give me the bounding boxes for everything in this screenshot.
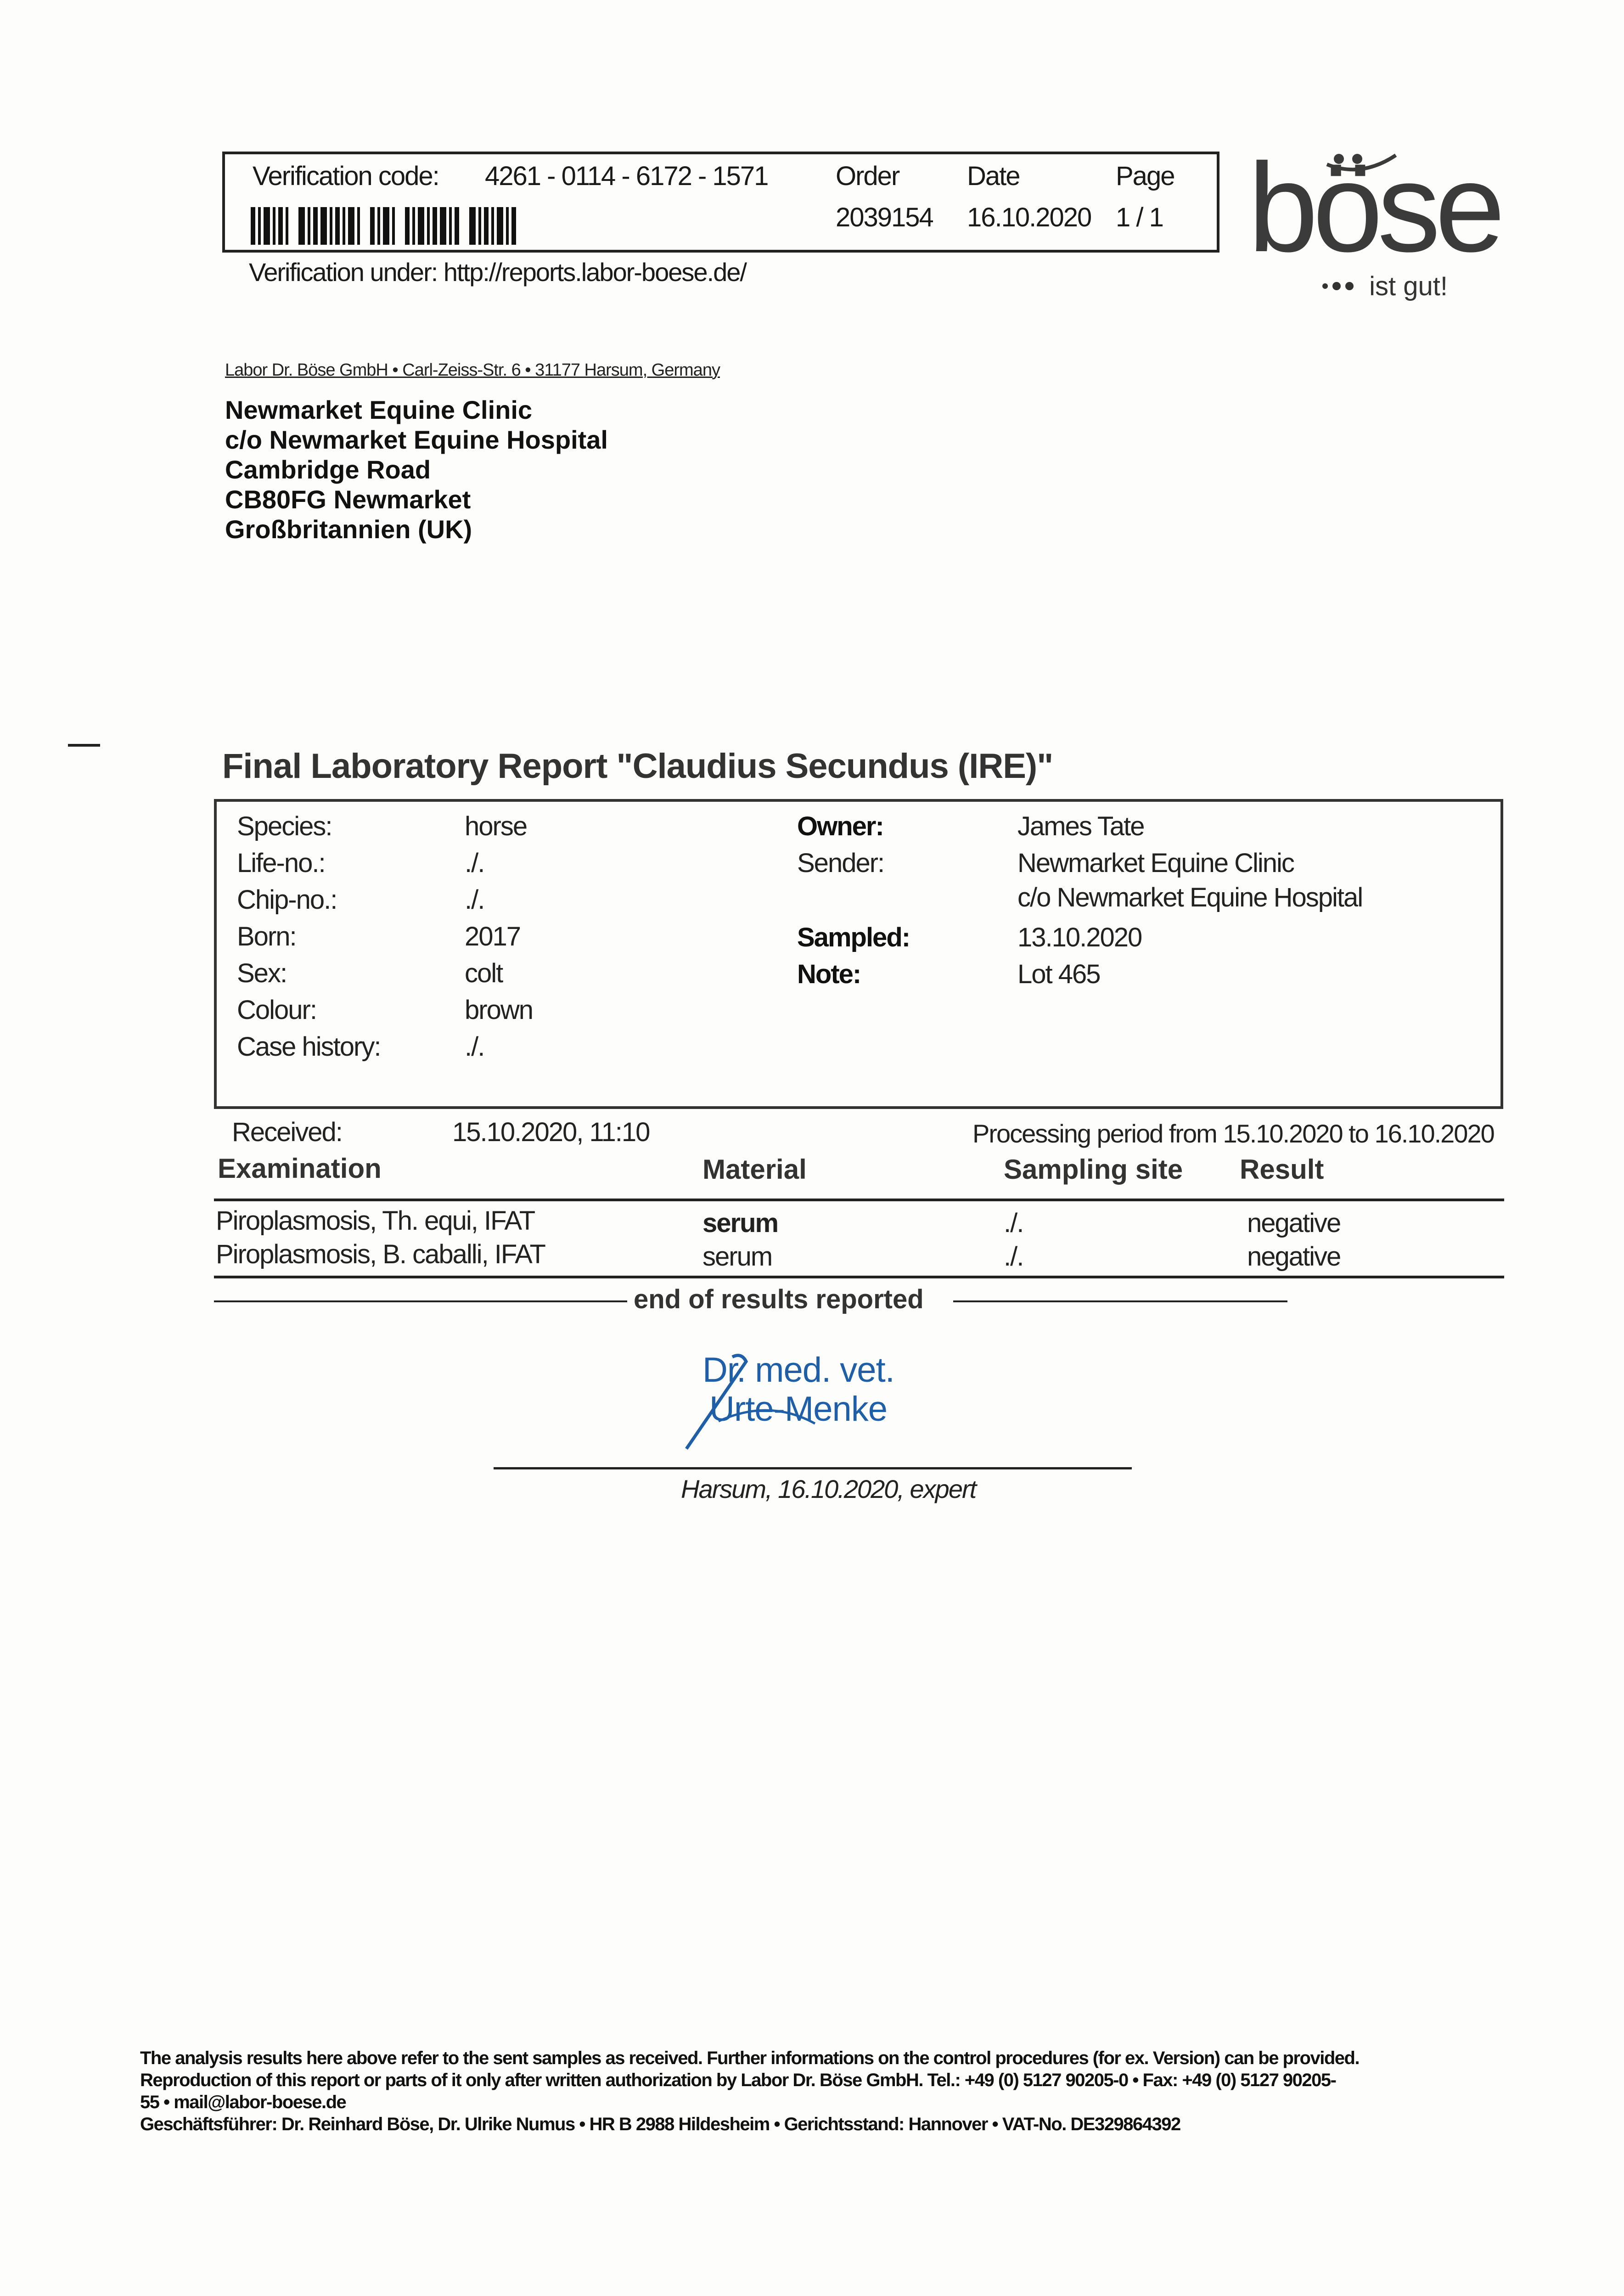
- address-line: CB80FG Newmarket: [225, 485, 471, 514]
- footer-line: 55 • mail@labor-boese.de: [140, 2092, 346, 2112]
- examination-cell: Piroplasmosis, B. caballi, IFAT: [216, 1239, 545, 1269]
- colour-value: brown: [465, 995, 533, 1025]
- signature-rule: [494, 1467, 1132, 1469]
- lifeno-label: Life-no.:: [237, 848, 325, 878]
- sender-label: Sender:: [797, 848, 884, 878]
- address-line: Großbritannien (UK): [225, 515, 472, 544]
- address-line: Newmarket Equine Clinic: [225, 395, 533, 424]
- note-label: Note:: [797, 959, 861, 989]
- material-cell: serum: [702, 1242, 772, 1272]
- received-value: 15.10.2020, 11:10: [452, 1117, 650, 1147]
- end-of-results: end of results reported: [634, 1284, 924, 1314]
- end-rule-left: [214, 1300, 627, 1302]
- chipno-label: Chip-no.:: [237, 885, 337, 915]
- column-header-site: Sampling site: [1004, 1154, 1183, 1185]
- sex-value: colt: [465, 958, 503, 988]
- processing-period: Processing period from 15.10.2020 to 16.10.2020: [972, 1119, 1494, 1148]
- table-header-rule: [214, 1199, 1504, 1201]
- end-rule-right: [953, 1300, 1287, 1302]
- date-label: Date: [967, 161, 1020, 191]
- column-header-examination: Examination: [218, 1153, 382, 1184]
- column-header-result: Result: [1240, 1154, 1324, 1185]
- barcode-icon: [251, 207, 563, 245]
- order-label: Order: [836, 161, 899, 191]
- report-title: Final Laboratory Report "Claudius Secundus (IRE)": [222, 747, 1053, 786]
- page-label: Page: [1116, 161, 1174, 191]
- species-label: Species:: [237, 811, 332, 841]
- report-date: 16.10.2020: [967, 203, 1091, 232]
- tagline-text: ist gut!: [1369, 271, 1448, 301]
- verification-code-label: Verification code:: [253, 161, 439, 191]
- footer-line: The analysis results here above refer to the sent samples as received. Further informations on the control procedures (for ex. Version) can be provided.: [140, 2048, 1360, 2068]
- verification-box: [222, 152, 1219, 253]
- case-history-value: ./.: [465, 1032, 484, 1062]
- result-cell: negative: [1247, 1242, 1341, 1272]
- fold-mark: [68, 744, 100, 747]
- sender-value-2: c/o Newmarket Equine Hospital: [1017, 883, 1363, 912]
- logo-tagline: [1322, 271, 1448, 302]
- result-cell: negative: [1247, 1208, 1341, 1238]
- chipno-value: ./.: [465, 885, 484, 915]
- owner-label: Owner:: [797, 811, 883, 841]
- examination-cell: Piroplasmosis, Th. equi, IFAT: [216, 1206, 535, 1236]
- address-line: c/o Newmarket Equine Hospital: [225, 425, 608, 454]
- tagline-dot-icon: [1322, 283, 1328, 289]
- tagline-dot-icon: [1332, 282, 1341, 290]
- received-label: Received:: [232, 1117, 342, 1147]
- verification-code: 4261 - 0114 - 6172 - 1571: [485, 161, 768, 191]
- sampled-value: 13.10.2020: [1017, 923, 1142, 952]
- owner-value: James Tate: [1017, 811, 1144, 841]
- logo-wordmark: böse: [1248, 137, 1500, 278]
- sender-value-1: Newmarket Equine Clinic: [1017, 848, 1294, 878]
- note-value: Lot 465: [1017, 959, 1100, 989]
- signature-line-2: Urte-Menke: [709, 1390, 887, 1429]
- table-bottom-rule: [214, 1276, 1504, 1278]
- signature-caption: Harsum, 16.10.2020, expert: [681, 1474, 976, 1503]
- site-cell: ./.: [1004, 1208, 1023, 1238]
- footer-line: Geschäftsführer: Dr. Reinhard Böse, Dr. Ulrike Numus • HR B 2988 Hildesheim • Gerichtsstand: Hannover • VAT-No. DE329864392: [140, 2114, 1180, 2134]
- verification-url: Verification under: http://reports.labor-boese.de/: [249, 258, 746, 287]
- footer-line: Reproduction of this report or parts of it only after written authorization by Labor Dr. Böse GmbH. Tel.: +49 (0) 5127 90205-0 • Fax: +49 (0) 5127 90205-: [140, 2070, 1336, 2090]
- tagline-dot-icon: [1345, 282, 1354, 290]
- column-header-material: Material: [702, 1154, 807, 1185]
- material-cell: serum: [702, 1208, 778, 1238]
- sender-address-line: Labor Dr. Böse GmbH • Carl-Zeiss-Str. 6 • 31177 Harsum, Germany: [225, 360, 720, 380]
- animal-info-box: [214, 799, 1503, 1109]
- signature-line-1: Dr. med. vet.: [702, 1351, 894, 1390]
- born-value: 2017: [465, 922, 521, 951]
- lifeno-value: ./.: [465, 848, 484, 878]
- sampled-label: Sampled:: [797, 923, 910, 952]
- address-line: Cambridge Road: [225, 455, 431, 484]
- case-history-label: Case history:: [237, 1032, 381, 1062]
- page-number: 1 / 1: [1116, 203, 1163, 232]
- born-label: Born:: [237, 922, 296, 951]
- species-value: horse: [465, 811, 527, 841]
- sex-label: Sex:: [237, 958, 287, 988]
- colour-label: Colour:: [237, 995, 316, 1025]
- site-cell: ./.: [1004, 1242, 1023, 1272]
- order-number: 2039154: [836, 203, 933, 232]
